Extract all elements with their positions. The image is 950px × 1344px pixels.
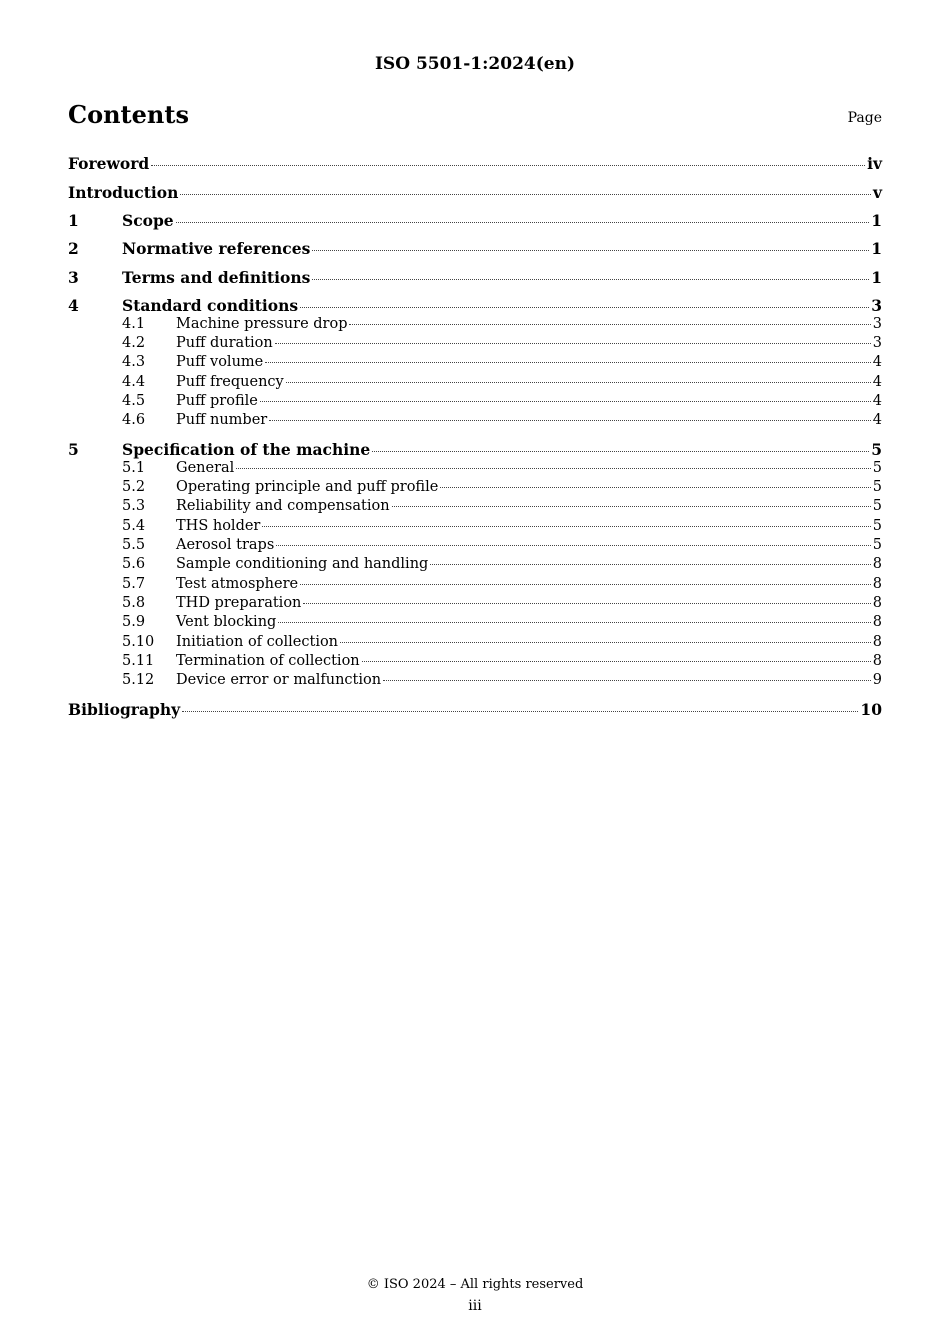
toc-entry-page: v bbox=[872, 183, 882, 202]
toc-entry[interactable] bbox=[68, 316, 882, 332]
toc-entry-page: 5 bbox=[872, 537, 882, 553]
toc-entry-number: 4.2 bbox=[122, 335, 146, 351]
toc-entry[interactable] bbox=[68, 393, 882, 409]
toc-entry-number: 5.9 bbox=[122, 614, 146, 630]
toc-entry-page: 1 bbox=[871, 239, 882, 258]
toc-entry-page: 8 bbox=[872, 653, 882, 669]
toc-entry-label: Specification of the machine bbox=[122, 440, 371, 459]
toc-entry[interactable] bbox=[68, 335, 882, 351]
dot-leader bbox=[176, 222, 870, 223]
toc-entry-number: 5.2 bbox=[122, 479, 146, 495]
toc-entry-page: 5 bbox=[872, 518, 882, 534]
dot-leader bbox=[236, 468, 870, 469]
toc-entry[interactable] bbox=[68, 268, 882, 287]
copyright-notice: © ISO 2024 – All rights reserved bbox=[366, 1277, 584, 1292]
toc-entry-number: 2 bbox=[68, 239, 79, 258]
toc-entry-number: 4.1 bbox=[122, 316, 146, 332]
dot-leader bbox=[392, 506, 871, 507]
toc-entry[interactable] bbox=[68, 614, 882, 630]
toc-entry[interactable] bbox=[68, 154, 882, 173]
toc-entry-page: 4 bbox=[872, 374, 882, 390]
toc-entry[interactable] bbox=[68, 672, 882, 688]
toc-entry-page: 5 bbox=[872, 460, 882, 476]
toc-entry-page: 4 bbox=[872, 354, 882, 370]
toc-entry-page: 8 bbox=[872, 595, 882, 611]
toc-entry-label: Standard conditions bbox=[122, 296, 299, 315]
dot-leader bbox=[300, 307, 869, 308]
dot-leader bbox=[269, 420, 871, 421]
toc-entry[interactable] bbox=[68, 498, 882, 514]
toc-entry[interactable] bbox=[68, 211, 882, 230]
toc-entry-label: THS holder bbox=[176, 518, 261, 534]
toc-entry-page: 5 bbox=[872, 498, 882, 514]
toc-entry-page: 3 bbox=[871, 296, 882, 315]
toc-entry-number: 5.3 bbox=[122, 498, 146, 514]
toc-entry-page: 5 bbox=[872, 479, 882, 495]
dot-leader bbox=[300, 584, 871, 585]
toc-entry-page: 8 bbox=[872, 576, 882, 592]
toc-entry-number: 5.11 bbox=[122, 653, 155, 669]
toc-entry-label: THD preparation bbox=[176, 595, 302, 611]
toc-entry-number: 5.5 bbox=[122, 537, 146, 553]
dot-leader bbox=[260, 401, 871, 402]
dot-leader bbox=[180, 194, 871, 195]
dot-leader bbox=[275, 343, 871, 344]
toc-entry-label: Aerosol traps bbox=[176, 537, 275, 553]
toc-entry[interactable] bbox=[68, 576, 882, 592]
toc-entry[interactable] bbox=[68, 518, 882, 534]
toc-entry-number: 5.1 bbox=[122, 460, 146, 476]
toc-entry[interactable] bbox=[68, 634, 882, 650]
toc-entry-page: 3 bbox=[872, 316, 882, 332]
toc-entry-label: Device error or malfunction bbox=[176, 672, 382, 688]
toc-entry-number: 5.7 bbox=[122, 576, 146, 592]
toc-entry[interactable] bbox=[68, 296, 882, 315]
toc-entry-page: 10 bbox=[860, 700, 882, 719]
dot-leader bbox=[265, 362, 871, 363]
toc-entry[interactable] bbox=[68, 460, 882, 476]
toc-entry-number: 5 bbox=[68, 440, 79, 459]
dot-leader bbox=[312, 250, 869, 251]
toc-entry-page: 8 bbox=[872, 614, 882, 630]
toc-entry-label: Test atmosphere bbox=[176, 576, 299, 592]
dot-leader bbox=[440, 487, 870, 488]
toc-entry-label: Vent blocking bbox=[176, 614, 277, 630]
page-number: iii bbox=[468, 1298, 482, 1314]
toc-entry[interactable] bbox=[68, 537, 882, 553]
toc-entry-label: Introduction bbox=[68, 183, 179, 202]
toc-entry-page: 4 bbox=[872, 412, 882, 428]
toc-entry[interactable] bbox=[68, 374, 882, 390]
dot-leader bbox=[430, 564, 870, 565]
toc-entry[interactable] bbox=[68, 479, 882, 495]
toc-entry-number: 5.4 bbox=[122, 518, 146, 534]
toc-entry[interactable] bbox=[68, 239, 882, 258]
toc-entry-page: 9 bbox=[872, 672, 882, 688]
dot-leader bbox=[278, 622, 870, 623]
dot-leader bbox=[349, 324, 870, 325]
toc-entry-number: 4 bbox=[68, 296, 79, 315]
toc-entry-label: Bibliography bbox=[68, 700, 181, 719]
dot-leader bbox=[312, 279, 869, 280]
toc-entry-label: Initiation of collection bbox=[176, 634, 339, 650]
toc-entry-page: 8 bbox=[872, 556, 882, 572]
toc-entry-number: 1 bbox=[68, 211, 79, 230]
toc-entry-label: Puff profile bbox=[176, 393, 258, 409]
toc-entry[interactable] bbox=[68, 183, 882, 202]
toc-entry-label: Terms and definitions bbox=[122, 268, 311, 287]
toc-entry-number: 4.6 bbox=[122, 412, 146, 428]
toc-entry-number: 4.5 bbox=[122, 393, 146, 409]
toc-entry-label: Sample conditioning and handling bbox=[176, 556, 429, 572]
dot-leader bbox=[151, 165, 865, 166]
dot-leader bbox=[276, 545, 871, 546]
toc-entry-number: 5.12 bbox=[122, 672, 155, 688]
toc-entry[interactable] bbox=[68, 440, 882, 459]
toc-entry-label: Puff volume bbox=[176, 354, 264, 370]
contents-title: Contents bbox=[68, 100, 189, 129]
document-id: ISO 5501-1:2024(en) bbox=[374, 54, 575, 74]
toc-entry-label: Foreword bbox=[68, 154, 150, 173]
toc-entry-number: 5.6 bbox=[122, 556, 146, 572]
toc-entry-page: 8 bbox=[872, 634, 882, 650]
dot-leader bbox=[372, 451, 869, 452]
toc-entry-number: 4.4 bbox=[122, 374, 146, 390]
toc-entry-label: Puff number bbox=[176, 412, 268, 428]
dot-leader bbox=[340, 642, 871, 643]
toc-entry-label: Operating principle and puff profile bbox=[176, 479, 439, 495]
toc-entry-label: General bbox=[176, 460, 235, 476]
dot-leader bbox=[383, 680, 871, 681]
dot-leader bbox=[303, 603, 870, 604]
dot-leader bbox=[262, 526, 870, 527]
toc-entry-label: Puff duration bbox=[176, 335, 273, 351]
toc-entry-page: 1 bbox=[871, 211, 882, 230]
toc-entry-page: iv bbox=[867, 154, 882, 173]
toc-entry-page: 4 bbox=[872, 393, 882, 409]
toc-entry[interactable] bbox=[68, 700, 882, 719]
toc-entry-number: 4.3 bbox=[122, 354, 146, 370]
toc-entry-label: Reliability and compensation bbox=[176, 498, 390, 514]
dot-leader bbox=[182, 711, 858, 712]
toc-entry-page: 1 bbox=[871, 268, 882, 287]
dot-leader bbox=[362, 661, 871, 662]
toc-entry-label: Machine pressure drop bbox=[176, 316, 348, 332]
toc-entry-number: 5.10 bbox=[122, 634, 155, 650]
toc-entry-label: Normative references bbox=[122, 239, 311, 258]
toc-entry[interactable] bbox=[68, 653, 882, 669]
toc-entry-number: 5.8 bbox=[122, 595, 146, 611]
toc-entry[interactable] bbox=[68, 354, 882, 370]
toc-entry-label: Scope bbox=[122, 211, 174, 230]
toc-entry-page: 5 bbox=[871, 440, 882, 459]
toc-entry-label: Termination of collection bbox=[176, 653, 360, 669]
page-column-label: Page bbox=[847, 110, 882, 126]
toc-entry[interactable] bbox=[68, 595, 882, 611]
toc-entry-page: 3 bbox=[872, 335, 882, 351]
toc-entry[interactable] bbox=[68, 556, 882, 572]
toc-entry-label: Puff frequency bbox=[176, 374, 284, 390]
dot-leader bbox=[286, 382, 871, 383]
toc-entry-number: 3 bbox=[68, 268, 79, 287]
toc-entry[interactable] bbox=[68, 412, 882, 428]
